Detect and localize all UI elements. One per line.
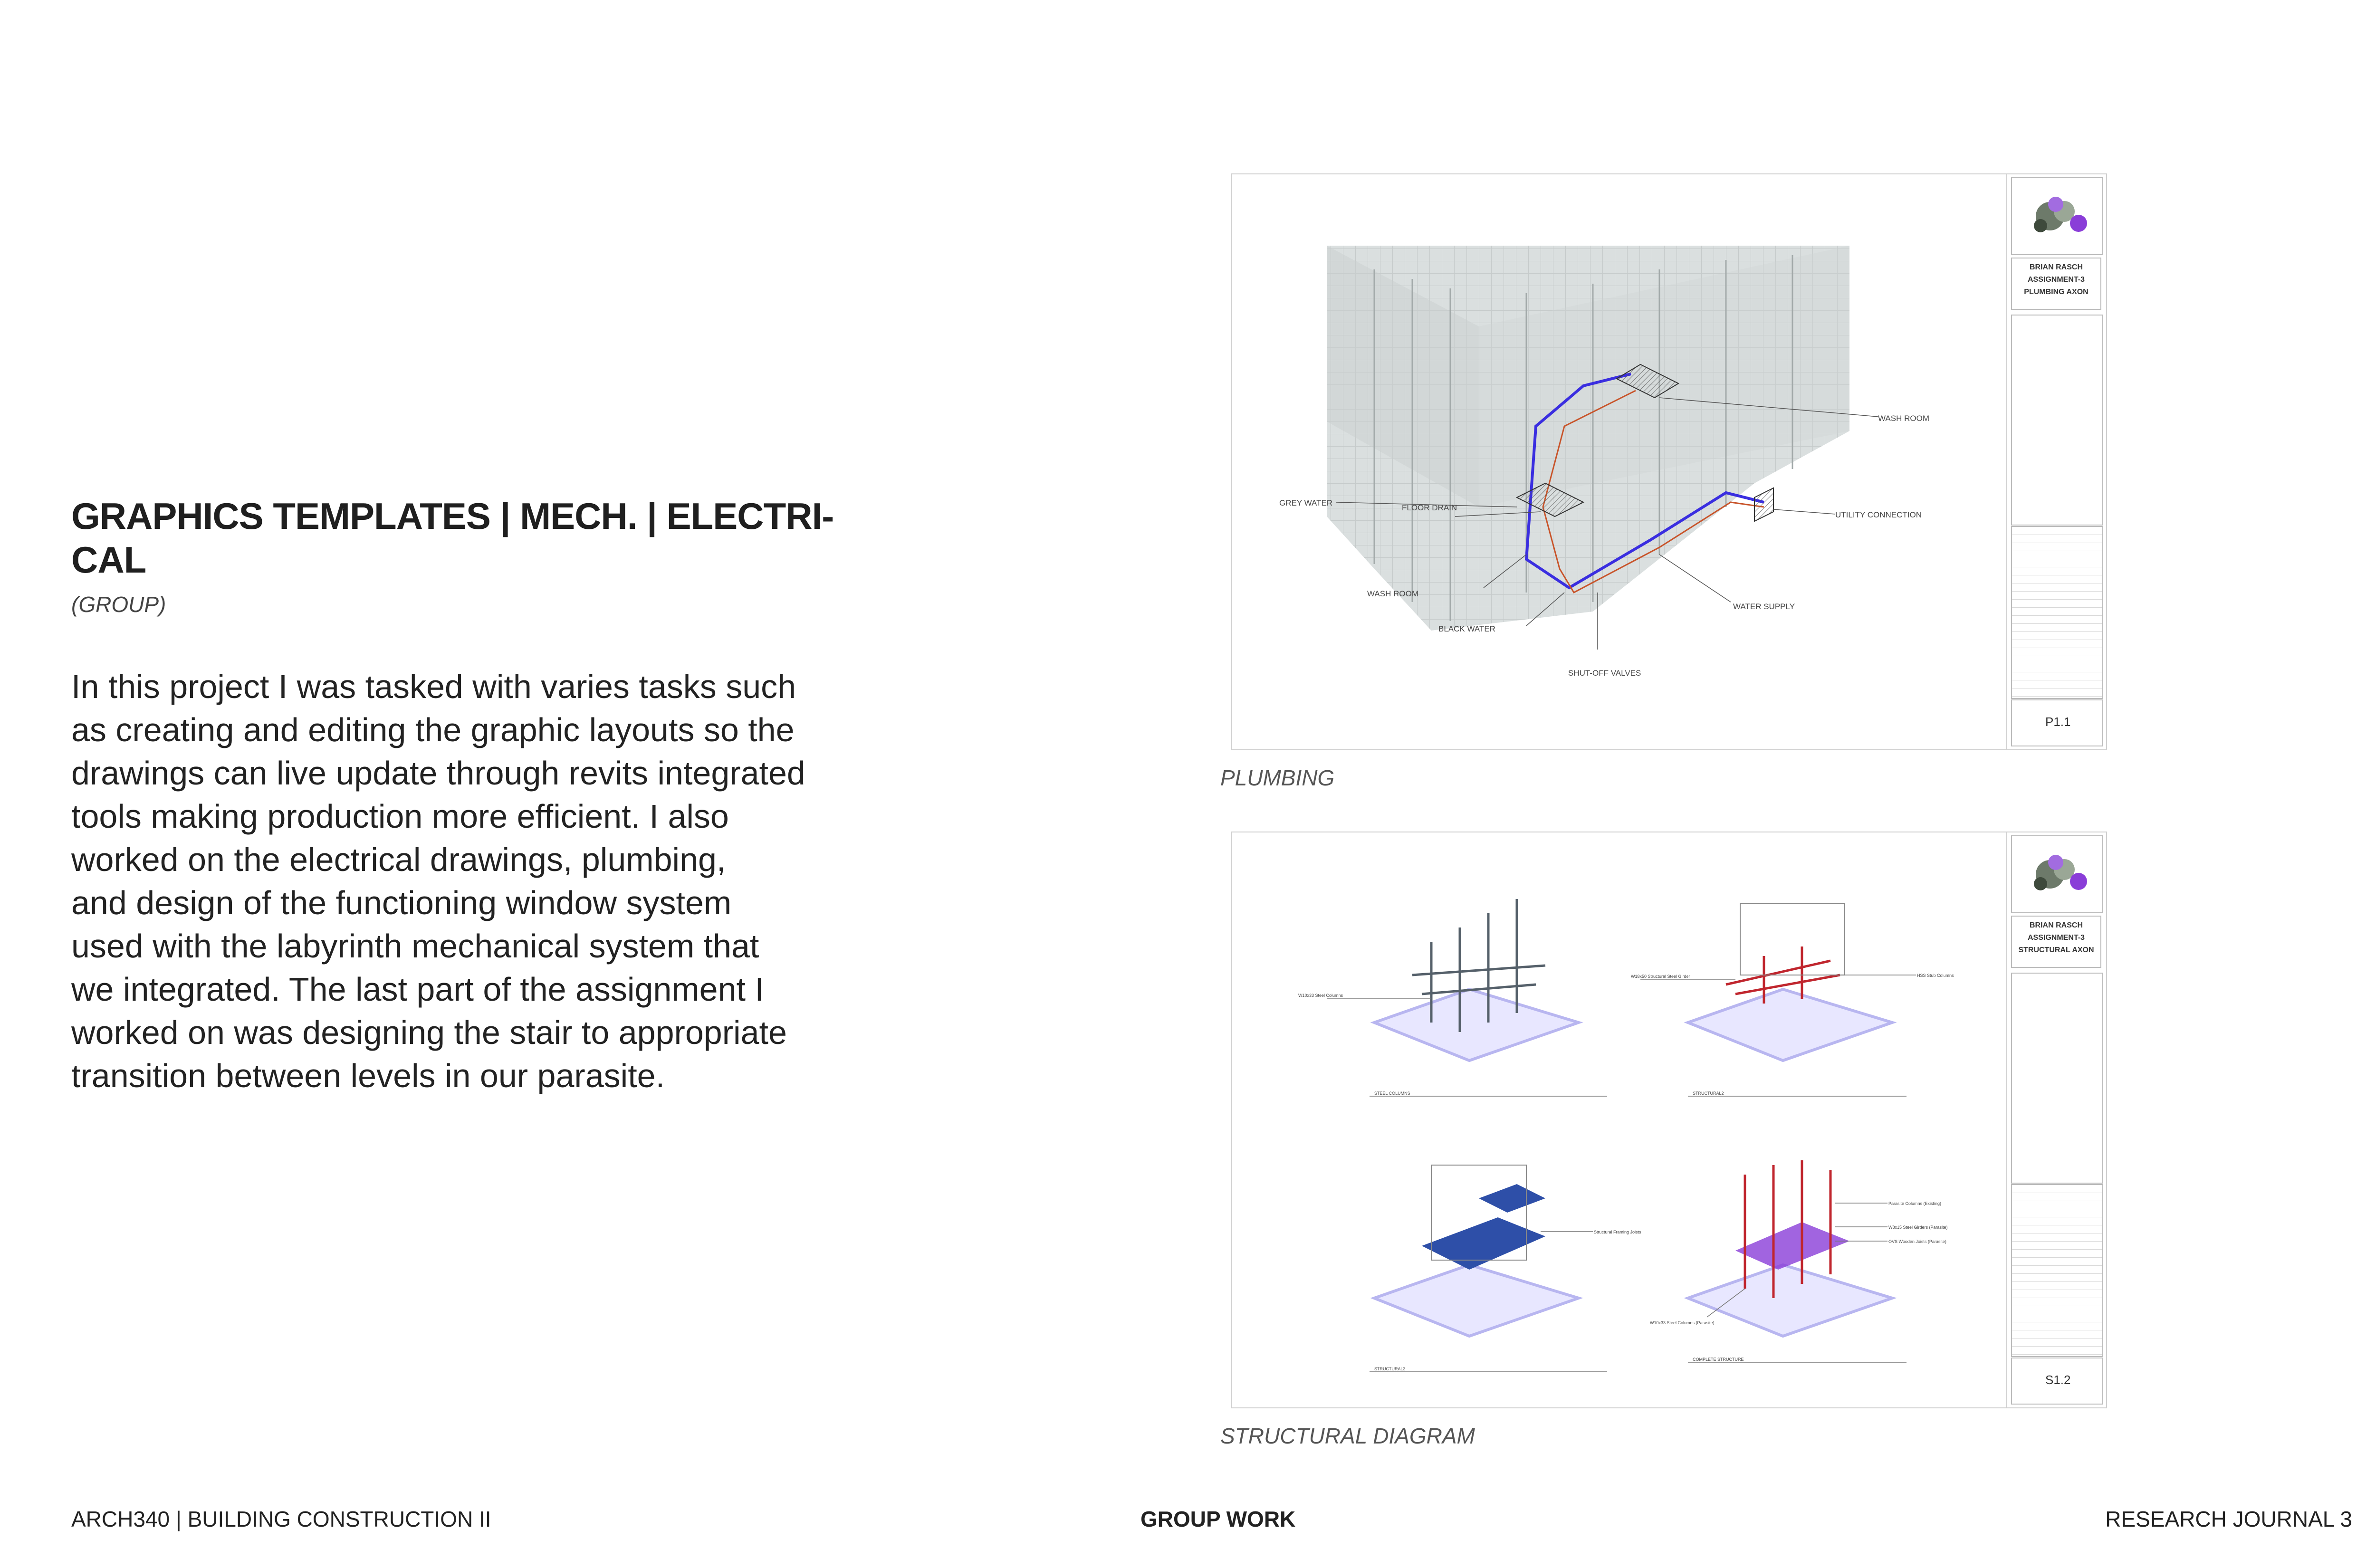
- tag-columns-parasite: W10x33 Steel Columns (Parasite): [1650, 1320, 1715, 1325]
- label-shutoff-valves: SHUT-OFF VALVES: [1568, 669, 1641, 678]
- view-title-steel-columns: STEEL COLUMNS: [1374, 1091, 1410, 1096]
- view-title-structural3: STRUCTURAL3: [1374, 1367, 1406, 1371]
- label-grey-water: GREY WATER: [1279, 498, 1333, 507]
- body-line: In this project I was tasked with varies tasks such: [71, 668, 796, 705]
- label-floor-drain: FLOOR DRAIN: [1402, 503, 1457, 512]
- author-name: BRIAN RASCH: [2030, 263, 2083, 271]
- body-line: used with the labyrinth mechanical system that: [71, 927, 759, 965]
- revision-table: [2011, 526, 2103, 699]
- sheet-title: STRUCTURAL AXON: [2018, 946, 2094, 954]
- page-subtitle: (GROUP): [71, 592, 166, 617]
- footer-section: GROUP WORK: [1140, 1507, 1296, 1531]
- plumbing-caption: PLUMBING: [1220, 765, 1335, 790]
- body-line: we integrated. The last part of the assignment I: [71, 971, 764, 1008]
- structural-caption: STRUCTURAL DIAGRAM: [1220, 1424, 1475, 1448]
- tag-w10x33: W10x33 Steel Columns: [1298, 993, 1343, 998]
- sheet-number-box: [2011, 699, 2103, 746]
- title-block: [2006, 174, 2106, 749]
- body-line: worked on was designing the stair to appropriate: [71, 1014, 787, 1051]
- body-line: transition between levels in our parasite.: [71, 1057, 665, 1094]
- title-block-info: [2011, 258, 2101, 310]
- body-line: drawings can live update through revits integrated: [71, 755, 805, 792]
- label-wash-room-bottom: WASH ROOM: [1367, 589, 1418, 598]
- tag-framing: Structural Framing Joists: [1594, 1230, 1641, 1234]
- project-logo: [2011, 177, 2103, 255]
- label-wash-room-top: WASH ROOM: [1878, 414, 1929, 423]
- plumbing-sheet: [1231, 173, 2107, 750]
- utility-fixture: [1754, 488, 1773, 521]
- view-steel-columns: [1298, 899, 1607, 1096]
- view-structural2: [1631, 904, 1954, 1096]
- assignment-name: ASSIGNMENT-3: [2027, 934, 2085, 942]
- tag-hss: HSS Stub Columns: [1917, 973, 1954, 978]
- body-line: as creating and editing the graphic layouts so the: [71, 711, 795, 748]
- sheet-title: PLUMBING AXON: [2024, 288, 2089, 296]
- revision-table: [2011, 1184, 2103, 1357]
- view-title-structural2: STRUCTURAL2: [1693, 1091, 1724, 1096]
- title-block: [2006, 832, 2106, 1407]
- assignment-name: ASSIGNMENT-3: [2027, 276, 2085, 284]
- tag-joists-parasite: OVS Wooden Joists (Parasite): [1888, 1239, 1946, 1244]
- author-name: BRIAN RASCH: [2030, 921, 2083, 929]
- title-block-notes: [2011, 973, 2103, 1184]
- label-black-water: BLACK WATER: [1438, 624, 1495, 633]
- body-line: and design of the functioning window system: [71, 884, 732, 921]
- structural-sheet: [1231, 832, 2107, 1408]
- sheet-number: S1.2: [2045, 1373, 2071, 1387]
- title-block-info: [2011, 916, 2101, 968]
- sheet-number-box: [2011, 1358, 2103, 1405]
- body-line: worked on the electrical drawings, plumbing,: [71, 841, 726, 878]
- building-wireframe: [1327, 246, 1849, 631]
- title-block-notes: [2011, 315, 2103, 526]
- project-logo: [2011, 835, 2103, 913]
- tag-girders: W8x15 Steel Girders (Parasite): [1888, 1225, 1948, 1230]
- tag-w18x50: W18x50 Structural Steel Girder: [1631, 974, 1690, 979]
- view-structural3: [1370, 1165, 1641, 1372]
- label-water-supply: WATER SUPPLY: [1733, 602, 1795, 611]
- page-title: GRAPHICS TEMPLATES | MECH. | ELECTRI-CAL: [71, 495, 834, 581]
- body-line: tools making production more efficient. I also: [71, 798, 729, 835]
- view-title-complete-structure: COMPLETE STRUCTURE: [1693, 1357, 1744, 1362]
- body-paragraph: [71, 665, 879, 1098]
- footer-course: ARCH340 | BUILDING CONSTRUCTION II: [71, 1507, 491, 1531]
- label-utility-connection: UTILITY CONNECTION: [1835, 510, 1922, 519]
- plumbing-axon-drawing: [1232, 174, 2006, 749]
- tag-parasite-columns: Parasite Columns (Existing): [1888, 1201, 1942, 1206]
- view-complete-structure: [1650, 1160, 1948, 1362]
- structural-axon-drawing: [1232, 832, 2006, 1407]
- sheet-number: P1.1: [2045, 715, 2071, 729]
- footer-journal: RESEARCH JOURNAL 3: [2105, 1507, 2352, 1531]
